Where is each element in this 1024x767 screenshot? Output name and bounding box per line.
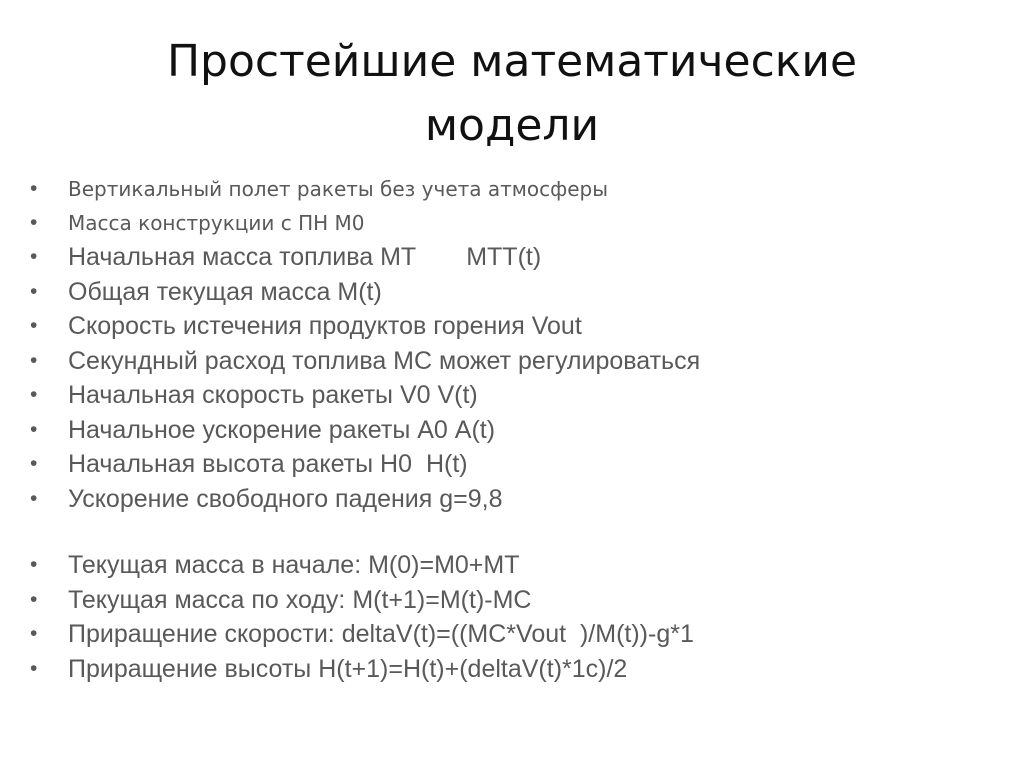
bullet-text: Масса конструкции с ПН М0 xyxy=(68,211,365,235)
bullet-dot: • xyxy=(30,452,38,475)
bullet-list xyxy=(30,172,1000,686)
bullet-text: Начальная высота ракеты Н0 xyxy=(68,450,412,478)
bullet-item xyxy=(30,482,1000,517)
bullet-dot: • xyxy=(30,279,38,303)
bullet-text: Общая текущая масса М(t) xyxy=(68,277,382,306)
bullet-item xyxy=(30,344,1000,379)
bullet-text: Приращение высоты H(t+1)=H(t)+(deltaV(t)*1c)/2 xyxy=(68,654,628,683)
bullet-dot: • xyxy=(30,211,38,234)
bullet-item xyxy=(30,413,1000,448)
bullet-dot: • xyxy=(30,348,38,372)
bullet-dot: • xyxy=(30,486,38,510)
bullet-item xyxy=(30,275,1000,310)
bullet-text: Начальная масса топлива МТ xyxy=(68,243,417,271)
bullet-item xyxy=(30,583,1000,618)
bullet-text: Текущая масса по ходу: М(t+1)=M(t)-MC xyxy=(68,585,532,614)
bullet-dot: • xyxy=(30,417,38,441)
bullet-dot: • xyxy=(30,553,38,576)
slide-title-line-2: модели xyxy=(424,100,600,151)
bullet-item xyxy=(30,240,1000,275)
bullet-text: Ускорение свободного падения g=9,8 xyxy=(68,484,503,513)
bullet-text: Вертикальный полет ракеты без учета атмосферы xyxy=(68,177,609,201)
bullet-dot: • xyxy=(30,245,38,268)
bullet-dot: • xyxy=(30,177,38,200)
bullet-dot: • xyxy=(30,314,38,337)
bullet-text: Текущая масса в начале: М(0)=М0+МТ xyxy=(68,551,520,579)
bullet-dot: • xyxy=(30,587,38,611)
bullet-text: Секундный расход топлива МС может регулироваться xyxy=(68,346,701,375)
bullet-item xyxy=(30,309,1000,344)
bullet-item xyxy=(30,617,1000,652)
bullet-dot: • xyxy=(30,383,38,406)
bullet-extra: Н(t) xyxy=(425,450,468,478)
bullet-extra: МТТ(t) xyxy=(466,243,542,271)
bullet-item xyxy=(30,548,1000,583)
bullet-item xyxy=(30,206,1000,240)
bullet-text: Скорость истечения продуктов горения Vout xyxy=(68,312,582,340)
bullet-item xyxy=(30,652,1000,687)
slide-title xyxy=(80,30,944,158)
bullet-text: Начальная скорость ракеты V0 V(t) xyxy=(68,381,478,409)
bullet-text: Приращение скорости: deltaV(t)=((MC*Vout )/M(t))-g*1 xyxy=(68,620,694,648)
bullet-item xyxy=(30,378,1000,413)
bullet-item xyxy=(30,172,1000,206)
bullet-text: Начальное ускорение ракеты А0 А(t) xyxy=(68,415,496,444)
bullet-dot: • xyxy=(30,656,38,680)
slide-title-line-1: Простейшие математические xyxy=(166,36,858,87)
list-spacer xyxy=(30,516,1000,548)
bullet-item xyxy=(30,447,1000,482)
bullet-dot: • xyxy=(30,622,38,645)
